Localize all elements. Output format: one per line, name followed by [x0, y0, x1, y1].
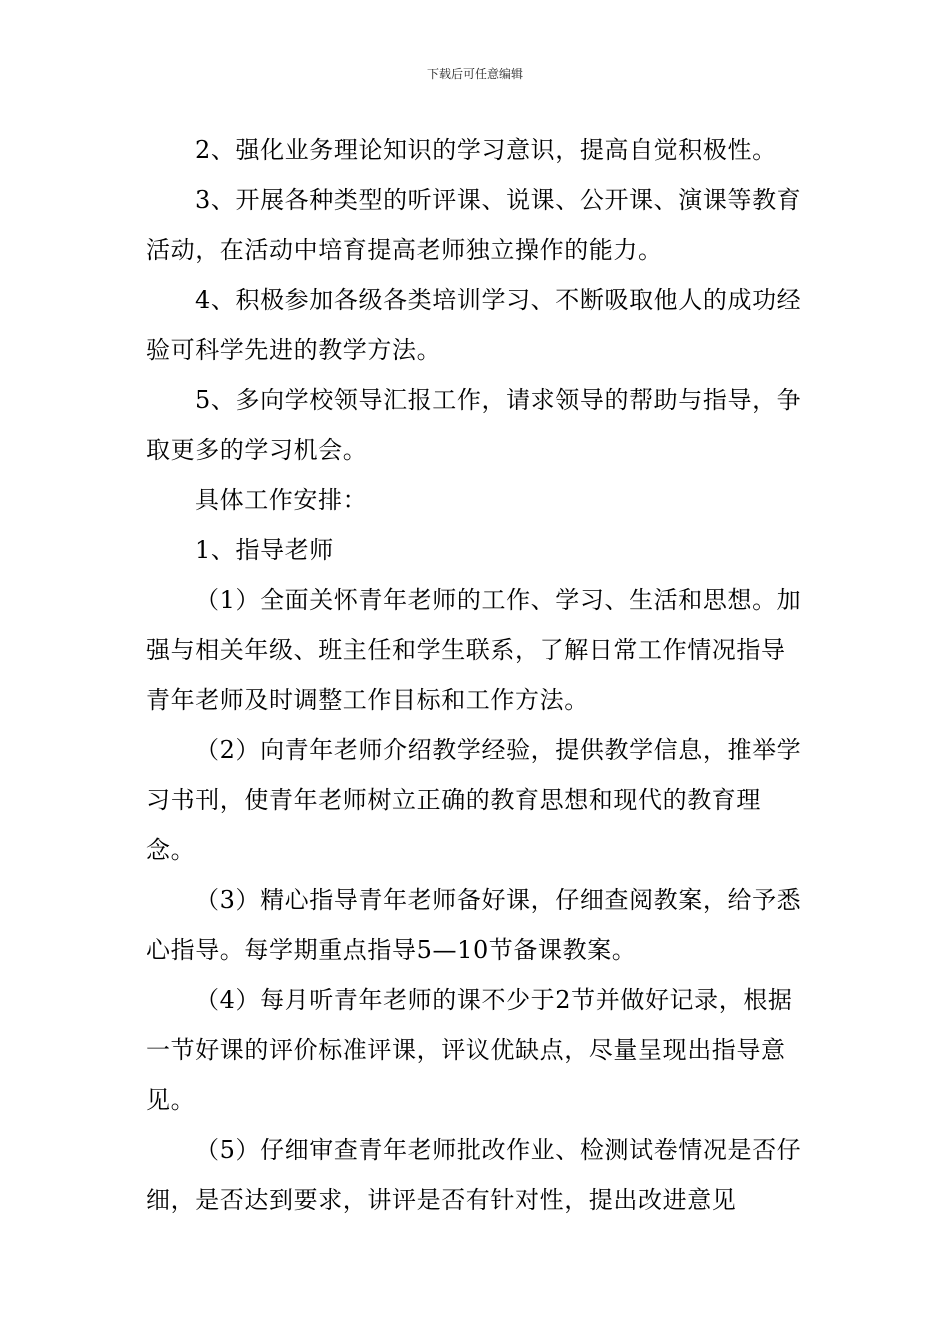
paragraph-sub-1: （1）全面关怀青年老师的工作、学习、生活和思想。加强与相关年级、班主任和学生联系，了解日常工作情况指导青年老师及时调整工作目标和工作方法。: [146, 586, 802, 714]
paragraph-item-3: 3、开展各种类型的听评课、说课、公开课、演课等教育活动，在活动中培育提高老师独立操作的能力。: [146, 186, 802, 264]
paragraph-item-4: 4、积极参加各级各类培训学习、不断吸取他人的成功经验可科学先进的教学方法。: [146, 286, 802, 364]
document-body: [146, 125, 808, 1225]
paragraph-sub-4: （4）每月听青年老师的课不少于2节并做好记录，根据一节好课的评价标准评课，评议优缺点，尽量呈现出指导意见。: [146, 986, 793, 1114]
paragraph-sub-3: （3）精心指导青年老师备好课，仔细查阅教案，给予悉心指导。每学期重点指导5—10节备课教案。: [146, 886, 802, 964]
page-header-note: 下载后可任意编辑: [426, 67, 523, 81]
subsection-heading-guide-teacher: 1、指导老师: [195, 536, 334, 564]
paragraph-item-5: 5、多向学校领导汇报工作，请求领导的帮助与指导，争取更多的学习机会。: [146, 386, 802, 464]
paragraph-sub-5: （5）仔细审查青年老师批改作业、检测试卷情况是否仔细，是否达到要求，讲评是否有针对性，提出改进意见: [146, 1136, 802, 1214]
paragraph-item-2: 2、强化业务理论知识的学习意识，提高自觉积极性。: [195, 136, 777, 164]
section-heading-work-arrangement: 具体工作安排：: [195, 486, 368, 514]
paragraph-sub-2: （2）向青年老师介绍教学经验，提供教学信息，推举学习书刊，使青年老师树立正确的教育思想和现代的教育理念。: [146, 736, 802, 864]
